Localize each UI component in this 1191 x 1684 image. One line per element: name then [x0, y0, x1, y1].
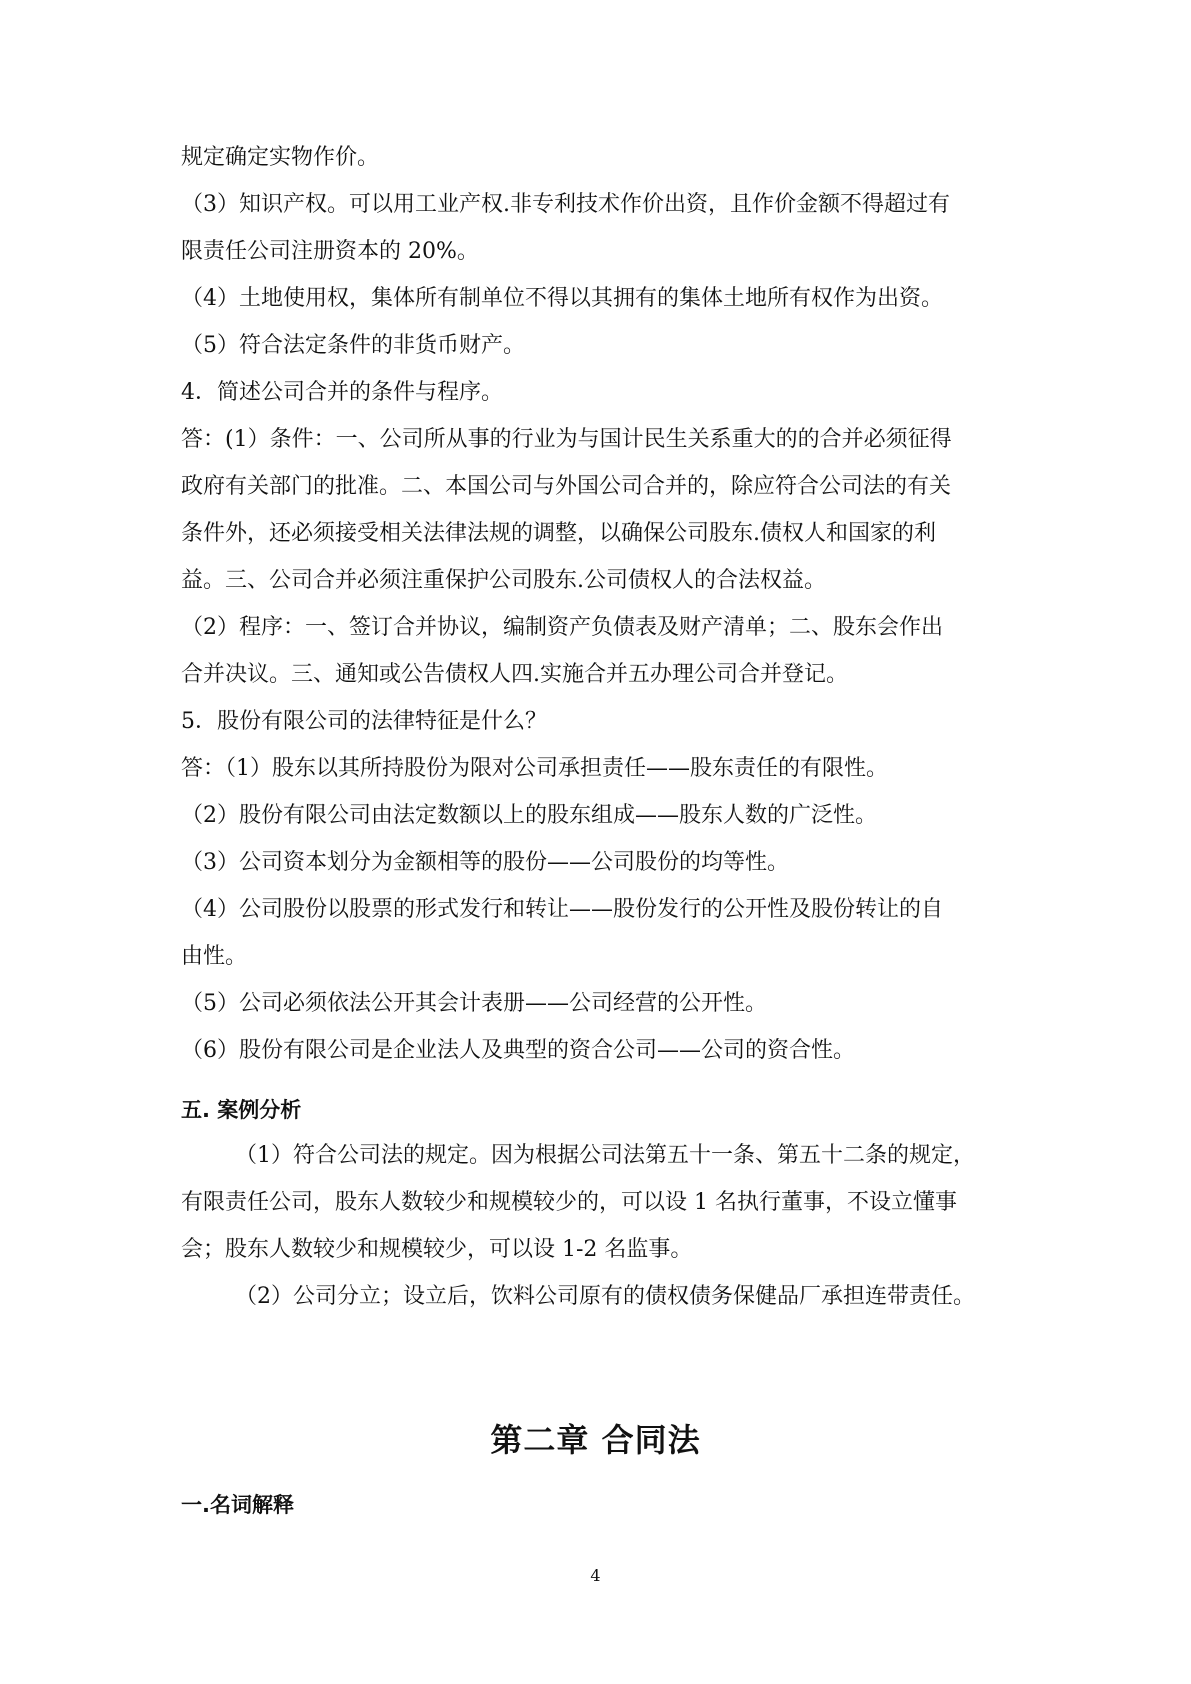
- question-5-title: 5．股份有限公司的法律特征是什么？: [181, 709, 547, 734]
- text-line: （4）土地使用权，集体所有制单位不得以其拥有的集体土地所有权作为出资。: [181, 286, 943, 311]
- text-line: （6）股份有限公司是企业法人及典型的资合公司——公司的资合性。: [181, 1038, 855, 1063]
- text-line: （2）股份有限公司由法定数额以上的股东组成——股东人数的广泛性。: [181, 803, 877, 828]
- text-line: （5）公司必须依法公开其会计表册——公司经营的公开性。: [181, 991, 767, 1016]
- question-4-title: 4．简述公司合并的条件与程序。: [181, 380, 503, 405]
- text-line: 答：(1）条件：一、公司所从事的行业为与国计民生关系重大的的合并必须征得: [181, 427, 952, 452]
- text-line: 答：（1）股东以其所持股份为限对公司承担责任——股东责任的有限性。: [181, 756, 888, 781]
- section-heading-case-analysis: 五. 案例分析: [181, 1098, 302, 1122]
- text-line: 益。三、公司合并必须注重保护公司股东.公司债权人的合法权益。: [181, 568, 826, 593]
- chapter-title: 第二章 合同法: [490, 1421, 701, 1459]
- page-number: 4: [590, 1566, 601, 1585]
- text-line: 合并决议。三、通知或公告债权人四.实施合并五办理公司合并登记。: [181, 662, 848, 687]
- text-line: （4）公司股份以股票的形式发行和转让——股份发行的公开性及股份转让的自: [181, 897, 943, 922]
- text-line: 有限责任公司，股东人数较少和规模较少的，可以设 1 名执行董事，不设立懂事: [181, 1190, 957, 1215]
- text-line: 规定确定实物作价。: [181, 145, 380, 170]
- text-line: 限责任公司注册资本的 20%。: [181, 239, 479, 264]
- text-line: 会；股东人数较少和规模较少，可以设 1-2 名监事。: [181, 1237, 693, 1262]
- text-line: （3）知识产权。可以用工业产权.非专利技术作价出资，且作价金额不得超过有: [181, 192, 950, 217]
- case-analysis-block: [181, 1132, 1021, 1320]
- text-line: （5）符合法定条件的非货币财产。: [181, 333, 525, 358]
- text-line: 由性。: [181, 944, 248, 969]
- text-line: （2）公司分立；设立后，饮料公司原有的债权债务保健品厂承担连带责任。: [235, 1284, 975, 1309]
- text-line: （1）符合公司法的规定。因为根据公司法第五十一条、第五十二条的规定，: [235, 1143, 975, 1168]
- text-line: 条件外，还必须接受相关法律法规的调整，以确保公司股东.债权人和国家的利: [181, 521, 936, 546]
- text-line: 政府有关部门的批准。二、本国公司与外国公司合并的，除应符合公司法的有关: [181, 474, 952, 499]
- section-heading-terms: 一.名词解释: [181, 1493, 294, 1517]
- answer-block-1: [181, 134, 1021, 1074]
- text-line: （3）公司资本划分为金额相等的股份——公司股份的均等性。: [181, 850, 789, 875]
- text-line: （2）程序：一、签订合并协议，编制资产负债表及财产清单；二、股东会作出: [181, 615, 943, 640]
